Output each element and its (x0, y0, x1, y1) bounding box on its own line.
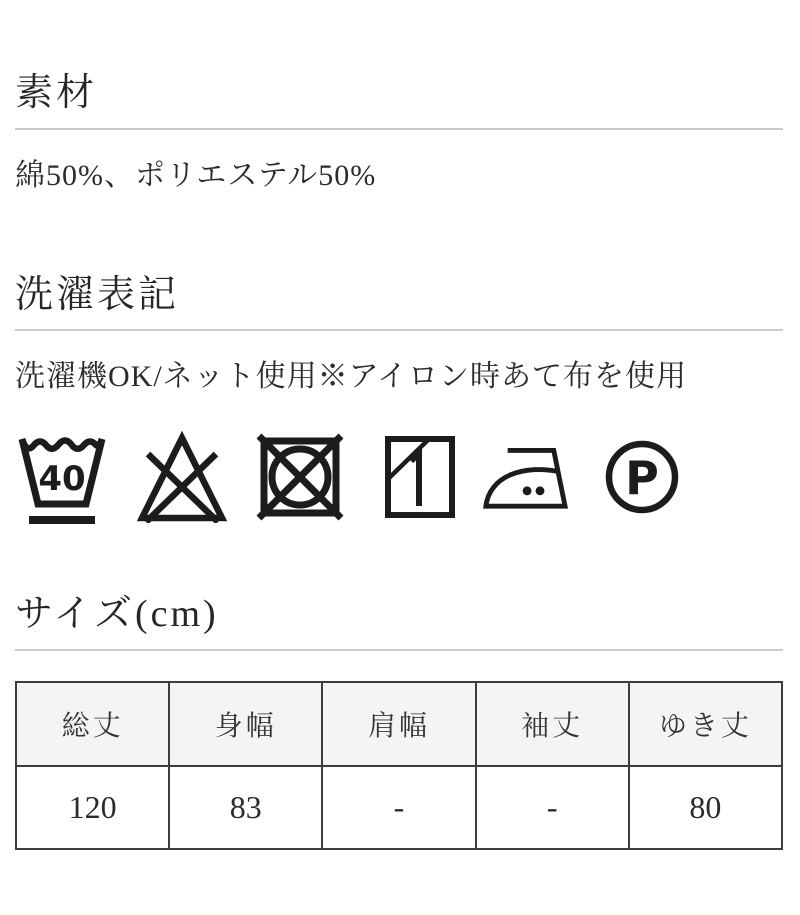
wash-temp-label: 40 (38, 459, 86, 500)
material-section (15, 72, 783, 194)
cell-body-width: 83 (169, 766, 322, 849)
col-header-body-width: 身幅 (169, 682, 322, 766)
cell-shoulder-width: - (322, 766, 475, 849)
cell-sleeve-length: - (476, 766, 629, 849)
col-header-shoulder-width: 肩幅 (322, 682, 475, 766)
size-table-value-row (16, 766, 782, 849)
size-heading: サイズ(cm) (15, 593, 783, 651)
col-header-yuki-length: ゆき丈 (629, 682, 782, 766)
dry-clean-p-icon (603, 438, 681, 516)
washing-heading: 洗濯表記 (15, 274, 783, 332)
cell-yuki-length: 80 (629, 766, 782, 849)
col-header-total-length: 総丈 (16, 682, 169, 766)
material-text: 綿50%、ポリエステル50% (15, 158, 377, 192)
line-dry-in-shade-icon (384, 435, 456, 519)
dry-clean-letter: P (625, 451, 659, 506)
col-header-sleeve-length: 袖丈 (476, 682, 629, 766)
do-not-tumble-dry-icon (255, 432, 345, 522)
material-heading: 素材 (15, 72, 783, 130)
washing-section (15, 274, 783, 530)
iron-medium-two-dots-icon (481, 443, 578, 512)
size-table (15, 681, 783, 850)
do-not-bleach-icon (134, 431, 230, 523)
laundry-symbols-row (15, 425, 783, 529)
wash-40-gentle-icon (15, 425, 109, 529)
washing-text: 洗濯機OK/ネット使用※アイロン時あて布を使用 (15, 360, 687, 394)
size-section (15, 593, 783, 850)
size-table-header-row (16, 682, 782, 766)
cell-total-length: 120 (16, 766, 169, 849)
